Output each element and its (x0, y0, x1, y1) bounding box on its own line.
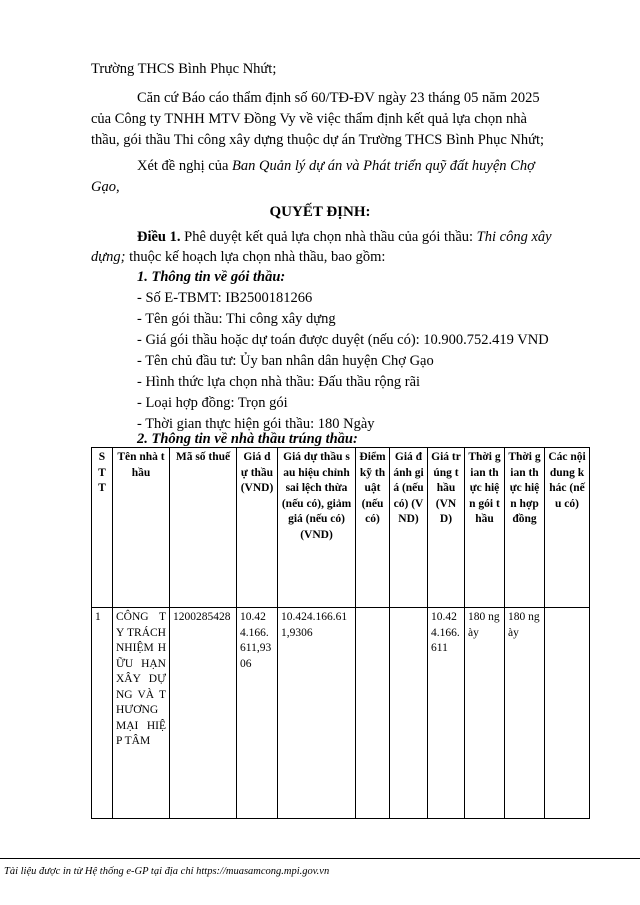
text-fragment: , (115, 179, 120, 195)
column-header: STT (92, 448, 113, 608)
column-header: Tên nhà thầu (113, 448, 170, 608)
text-fragment: Gạo (91, 179, 116, 195)
cell-bid-price: 10.424.166.611,9306 (237, 608, 278, 819)
column-header: Thời gian thực hiện hợp đồng (505, 448, 545, 608)
column-header: Thời gian thực hiện gói thầu (465, 448, 505, 608)
text-fragment: Phê duyệt kết quả lựa chọn nhà thầu của gói thầu: (180, 229, 477, 245)
text-line: của Công ty TNHH MTV Đồng Vy về việc thẩm định kết quả lựa chọn nhà (91, 111, 527, 127)
winning-bidder-table (91, 447, 590, 819)
column-header: Giá đánh giá (nếu có) (VND) (390, 448, 428, 608)
column-header: Mã số thuế (170, 448, 237, 608)
cell-other (545, 608, 590, 819)
text-line (137, 157, 640, 176)
column-header: Giá dự thầu (VND) (237, 448, 278, 608)
text-line: thầu, gói thầu Thi công xây dựng thuộc dự án Trường THCS Bình Phục Nhứt; (91, 132, 545, 148)
text-fragment: Ban Quản lý dự án và Phát triển quỹ đất huyện Chợ (232, 158, 535, 174)
text-fragment: Xét đề nghị của (137, 158, 233, 174)
article-label: Điều 1. (137, 229, 181, 245)
table-row (92, 608, 590, 819)
cell-adjusted-bid-price: 10.424.166.611,9306 (278, 608, 356, 819)
cell-tax-code: 1200285428 (170, 608, 237, 819)
text-line (91, 178, 640, 197)
column-header: Giá trúng thầu (VND) (428, 448, 465, 608)
text-fragment: dựng; (91, 249, 126, 265)
table-header-row (92, 448, 590, 608)
text-line: Trường THCS Bình Phục Nhứt; (91, 61, 277, 77)
info-item: - Hình thức lựa chọn nhà thầu: Đấu thầu rộng rãi (137, 374, 421, 390)
cell-contract-duration: 180 ngày (505, 608, 545, 819)
text-fragment: thuộc kế hoạch lựa chọn nhà thầu, bao gồm: (125, 249, 386, 265)
column-header: Giá dự thầu sau hiệu chỉnh sai lệch thừa (nếu có), giảm giá (nếu có) (VND) (278, 448, 356, 608)
section-heading: 1. Thông tin về gói thầu: (137, 269, 286, 285)
column-header: Các nội dung khác (nếu có) (545, 448, 590, 608)
cell-stt: 1 (92, 608, 113, 819)
info-item: - Thời gian thực hiện gói thầu: 180 Ngày (137, 416, 375, 432)
cell-winning-price: 10.424.166.611 (428, 608, 465, 819)
info-item: - Số E-TBMT: IB2500181266 (137, 290, 313, 306)
cell-evaluated-price (390, 608, 428, 819)
info-item: - Loại hợp đồng: Trọn gói (137, 395, 288, 411)
info-item: - Giá gói thầu hoặc dự toán được duyệt (nếu có): 10.900.752.419 VND (137, 332, 549, 348)
cell-package-duration: 180 ngày (465, 608, 505, 819)
column-header: Điểm kỹ thuật (nếu có) (356, 448, 390, 608)
info-item: - Tên gói thầu: Thi công xây dựng (137, 311, 336, 327)
info-item: - Tên chủ đầu tư: Ủy ban nhân dân huyện Chợ Gạo (137, 353, 434, 369)
article-1-line (91, 248, 640, 267)
section-heading: 2. Thông tin về nhà thầu trúng thầu: (137, 431, 358, 447)
text-fragment: Thi công xây (476, 229, 552, 245)
decision-title: QUYẾT ĐỊNH: (269, 204, 371, 220)
article-1-line (137, 228, 640, 247)
footer-divider (0, 858, 640, 859)
cell-bidder-name: CÔNG TY TRÁCH NHIỆM HỮU HẠN XÂY DỰNG VÀ THƯƠNG MẠI HIỆP TÂM (113, 608, 170, 819)
cell-tech-score (356, 608, 390, 819)
text-line: Căn cứ Báo cáo thẩm định số 60/TĐ-ĐV ngày 23 tháng 05 năm 2025 (137, 90, 540, 106)
footer-note: Tài liệu được in từ Hệ thống e-GP tại địa chỉ https://muasamcong.mpi.gov.vn (4, 866, 330, 877)
